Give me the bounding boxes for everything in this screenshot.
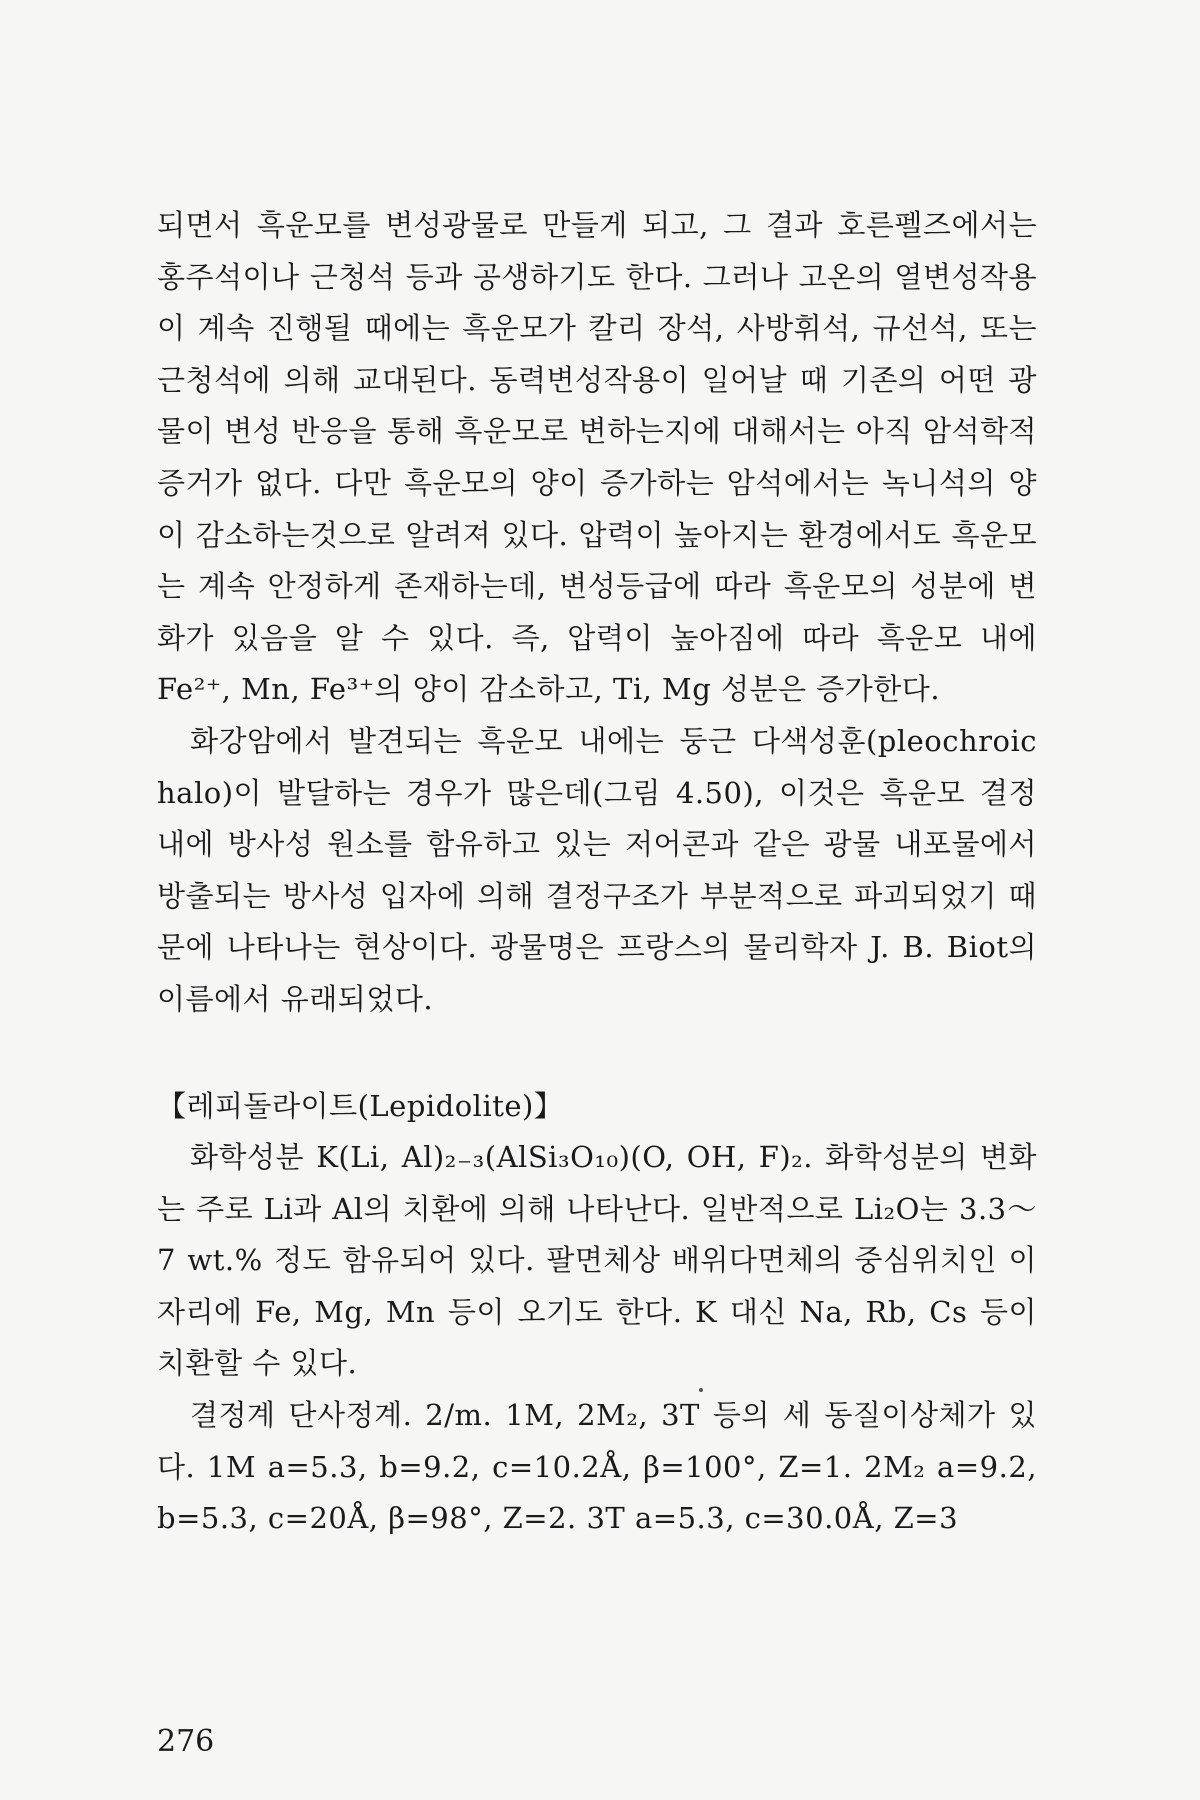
paragraph-crystal-system: 결정계 단사정계. 2/m. 1M, 2M₂, 3T 등의 세 동질이상체가 있다. 1M a=5.3, b=9.2, c=10.2Å, β=100°, Z=1. 2M₂ a=9.2, b=5.3, c=20Å, β=98°, Z=2. 3T a=5.3, c=30.0Å, Z=3 — [157, 1398, 1037, 1536]
section-gap — [157, 1026, 1037, 1081]
paragraph-biotite-metamorphism: 되면서 흑운모를 변성광물로 만들게 되고, 그 결과 호른펠즈에서는 홍주석이나 근청석 등과 공생하기도 한다. 그러나 고온의 열변성작용이 계속 진행될 때에는 흑운모가 칼리 장석, 사방휘석, 규선석, 또는 근청석에 의해 교대된다. 동력변성작용이 일어날 때 기존의 어떤 광물이 변성 반응을 통해 흑운모로 변하는지에 대해서는 아직 암석학적 증거가 없다. 다만 흑운모의 양이 증가하는 암석에서는 녹니석의 양이 감소하는것으로 알려져 있다. 압력이 높아지는 환경에서도 흑운모는 계속 안정하게 존재하는데, 변성등급에 따라 흑운모의 성분에 변화가 있음을 알 수 있다. 즉, 압력이 높아짐에 따라 흑운모 내에 Fe²⁺, Mn, Fe³⁺의 양이 감소하고, Ti, Mg 성분은 증가한다. — [157, 208, 1037, 707]
page-body — [157, 200, 1037, 1545]
section-title-lepidolite: 【레피돌라이트(Lepidolite)】 — [157, 1088, 564, 1123]
paragraph-pleochroic-halo: 화강암에서 발견되는 흑운모 내에는 둥근 다색성훈(pleochroic halo)이 발달하는 경우가 많은데(그림 4.50), 이것은 흑운모 결정 내에 방사성 원소를 함유하고 있는 저어콘과 같은 광물 내포물에서 방출되는 방사성 입자에 의해 결정구조가 부분적으로 파괴되었기 때문에 나타나는 현상이다. 광물명은 프랑스의 물리학자 J. B. Biot의 이름에서 유래되었다. — [157, 723, 1037, 1016]
paragraph-chemical-composition: 화학성분 K(Li, Al)₂₋₃(AlSi₃O₁₀)(O, OH, F)₂. 화학성분의 변화는 주로 Li과 Al의 치환에 의해 나타난다. 일반적으로 Li₂O는 3.3～7 wt.% 정도 함유되어 있다. 팔면체상 배위다면체의 중심위치인 이 자리에 Fe, Mg, Mn 등이 오기도 한다. K 대신 Na, Rb, Cs 등이 치환할 수 있다. — [157, 1140, 1037, 1381]
ink-speck — [699, 1388, 703, 1392]
page-number: 276 — [157, 1724, 215, 1759]
